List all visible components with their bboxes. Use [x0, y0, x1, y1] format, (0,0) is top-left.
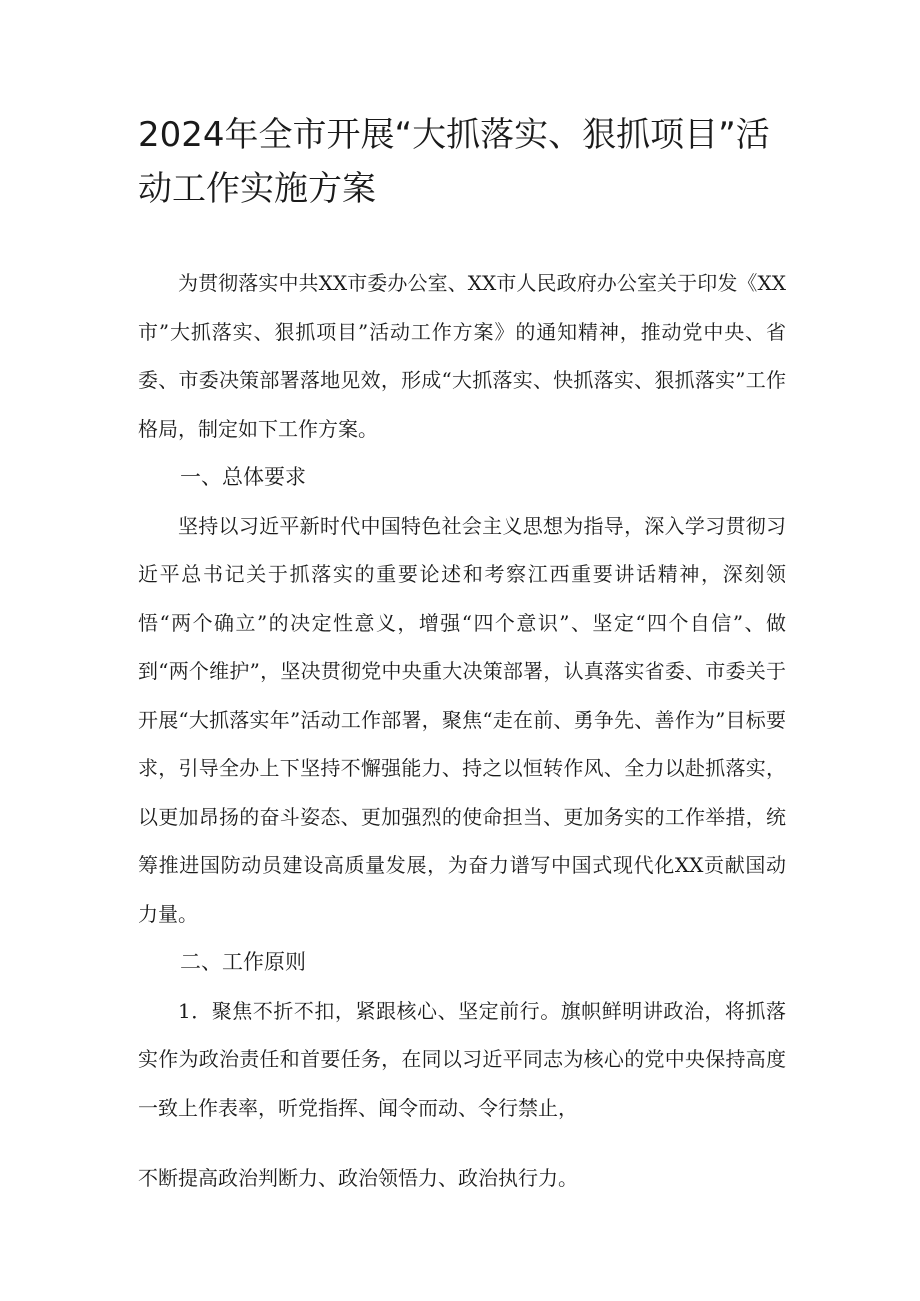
principle-1-paragraph: 1．聚焦不折不扣，紧跟核心、坚定前行。旗帜鲜明讲政治，将抓落实作为政治责任和首要任务，在同以习近平同志为核心的党中央保持高度一致上作表率，听党指挥、闻令而动、令行禁止， — [138, 998, 786, 1120]
intro-paragraph: 为贯彻落实中共XX市委办公室、XX市人民政府办公室关于印发《XX市”大抓落实、狠抓项目”活动工作方案》的通知精神，推动党中央、省委、市委决策部署落地见效，形成“大抓落实、快抓落实、狠抓落实”工作格局，制定如下工作方案。 — [138, 271, 786, 441]
section-heading-work-principles: 二、工作原则 — [180, 950, 306, 974]
section-heading-general-requirements: 一、总体要求 — [180, 465, 306, 489]
document-body — [138, 259, 786, 1203]
document-title: 2024年全市开展“大抓落实、狠抓项目”活动工作实施方案 — [138, 115, 770, 209]
principle-1-continuation: 不断提高政治判断力、政治领悟力、政治执行力。 — [138, 1166, 578, 1190]
general-requirements-paragraph: 坚持以习近平新时代中国特色社会主义思想为指导，深入学习贯彻习近平总书记关于抓落实的重要论述和考察江西重要讲话精神，深刻领悟“两个确立”的决定性意义，增强“四个意识”、坚定“四个自信”、做到“两个维护”，坚决贯彻党中央重大决策部署，认真落实省委、市委关于开展“大抓落实年”活动工作部署，聚焦“走在前、勇争先、善作为”目标要求，引导全办上下坚持不懈强能力、持之以恒转作风、全力以赴抓落实，以更加昂扬的奋斗姿态、更加强烈的使命担当、更加务实的工作举措，统筹推进国防动员建设高质量发展，为奋力谱写中国式现代化XX贡献国动力量。 — [138, 513, 786, 926]
